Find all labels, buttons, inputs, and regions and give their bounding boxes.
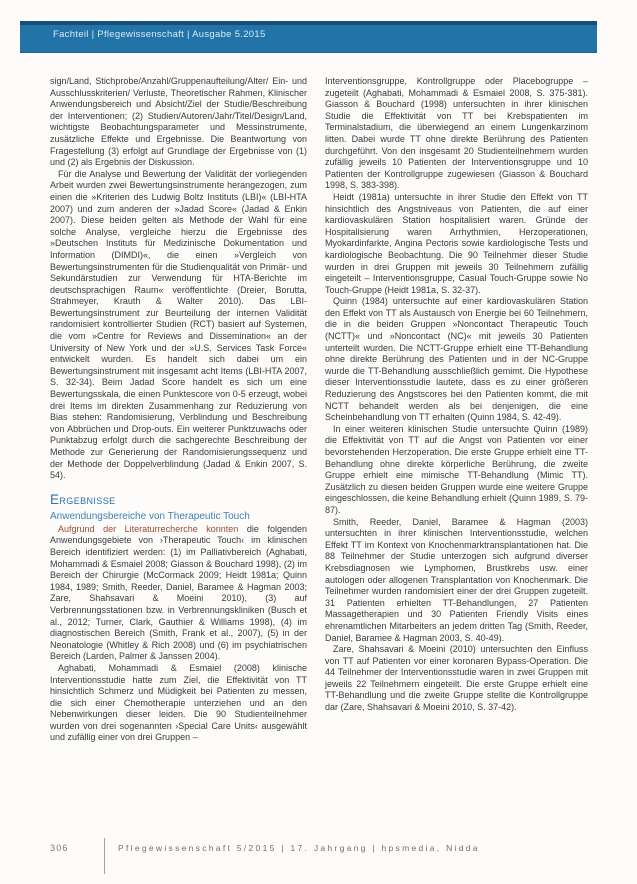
paragraph-analysis-validity: Für die Analyse und Bewertung der Validität der vorliegenden Arbeit wurden zwei Bewertungsinstrumente herangezogen, zum einen die »Kriterien des Ludwig Boltz Instituts (LBI)« (LBI-HTA 2007) und zum anderen der »Jadad Score« (Jadad & Enkin 2007). Diese beiden gelten als Methode der Wahl für eine solche Analyse, vergleiche hierzu die Ergebnisse des »Deutschen Instituts für Medizinische Dokumentation und Information (DIMDI)«, die einen »Vergleich von Bewertungsinstrumenten für die Studienqualität von Primär- und Sekundärstudien zur Verwendung für HTA-Berichte im deutschsprachigen Raum« veröffentlichte (Dreier, Borutta, Strahmeyer, Krauth & Walter 2010). Das LBI-Bewertungsinstrument zur Beurteilung der internen Validität randomisiert kontrollierter Studien (RCT) basiert auf Systemen, die vom »Centre for Reviews and Dissemination« an der University of New York und der »U.S. Services Task Force« entwickelt wurden. Es handelt sich dabei um ein Bewertungsinstrument mit insgesamt acht Items (LBI-HTA 2007, S. 32-34). Beim Jadad Score handelt es sich um eine Bewertungsskala, die einen Punktescore von 0-5 erzeugt, wobei drei Items im direkten Zusammenhang zur Reduzierung von Bias stehen: Randomisierung, Verblindung und Beschreibung von Abbrüchen und Drop-outs. Ein weiterer Punktzuwachs oder Punktabzug erfolgt durch die sachgerechte Beschreibung der Methode zur Generierung der Randomisierungssequenz und der Methode der Doppelverblindung (Jadad & Enkin 2007, S. 54). xyxy=(50,168,307,481)
section-heading-ergebnisse: Ergebnisse xyxy=(50,491,116,507)
page-header-bar xyxy=(20,21,597,53)
paragraph-body-text: die folgenden Anwendungsgebiete von ›Therapeutic Touch‹ im klinischen Bereich identifiziert werden: (1) im Palliativbereich (Aghabati, Mohammadi & Esmaiel 2008; Giasson & Bouchard 1998), (2) im Bereich der Chirurgie (McCormack 2009; Heidt 1981a; Quinn 1984, 1989; Smith, Reeder, Daniel, Baramee & Hagman 2003; Zare, Shahsavari & Moeini 2010), (3) auf Verbrennungsstationen bzw. in Verbrennungskliniken (Busch et al., 2012; Turner, Clark, Gauthier & Williams 1998), (4) im diagnostischen Bereich (Smith, Frank et al., 2007), (5) in der Neonatologie (Whitley & Rich 2008) und (6) im psychiatrischen Bereich (Larden, Palmer & Janssen 2004). xyxy=(50,523,307,662)
right-column xyxy=(325,76,588,744)
paragraph-heidt-study: Heidt (1981a) untersuchte in ihrer Studie den Effekt von TT hinsichtlich des Angstniveaus von Patienten, die auf einer kardiovaskulären Station hospitalisiert waren. Gründe der Hospitalisierung waren Arrhythmien, Herzoperationen, Myokardinfarkte, Angina Pectoris sowie kardiologische Tests und kardiologische Beobachtung. Die 90 Teilnehmer dieser Studie wurden in drei Gruppen mit jeweils 30 Teilnehmern zufällig eingeteilt – Interventionsgruppe, Casual Touch-Gruppe sowie No Touch-Gruppe (Heidt 1981a, S. 32-37). xyxy=(325,191,588,295)
paragraph-quinn-1989-study: In einer weiteren klinischen Studie untersuchte Quinn (1989) die Effektivität von TT auf die Angst von Patienten vor einer bevorstehenden Herzoperation. Die erste Gruppe erhielt eine TT-Behandlung ohne direkte körperliche Berührung, die zweite Gruppe erhielt eine mimische TT-Behandlung (Mimic TT). Zusätzlich zu diesen beiden Gruppen wurde eine weitere Gruppe eingeschlossen, die keine Behandlung erhielt (Quinn 1989, S. 79-87). xyxy=(325,423,588,515)
paragraph-smith-study: Smith, Reeder, Daniel, Baramee & Hagman (2003) untersuchten in ihrer klinischen Interventionsstudie, welchen Effekt TT im Kontext von Knochenmarktransplantationen hat. Die 88 Teilnehmer der Studie unterzogen sich aufgrund diverser Krebsdiagnosen wie Lymphomen, Brustkrebs usw. einer autologen oder allogenen Transplantation von Knochenmark. Die Teilnehmer wurden randomisiert einer der drei Gruppen zugeteilt. 31 Patienten erhielten TT-Behandlungen, 27 Patienten Massagetherapien und 30 Patienten Friendly Visits eines ehrenamtlichen Mitarbeiters an jedem dritten Tag (Smith, Reeder, Daniel, Baramee & Hagman 2003, S. 40-49). xyxy=(325,516,588,643)
footer-journal-info: Pflegewissenschaft 5/2015 | 17. Jahrgang | hpsmedia, Nidda xyxy=(118,843,480,853)
page-number: 306 xyxy=(50,843,69,853)
left-column xyxy=(50,76,307,744)
paragraph-giasson-study: Interventionsgruppe, Kontrollgruppe oder Placebogruppe – zugeteilt (Aghabati, Mohammadi & Esmaiel 2008, S. 375-381). Giasson & Bouchard (1998) untersuchten in ihrer klinischen Studie die Effektivität von TT bei Krebspatienten im Terminalstadium, die überwiegend an einem Lungenkarzinom litten. Dabei wurde TT ohne direkte Berührung des Patienten durchgeführt. Von den insgesamt 20 Studienteilnehmern wurden zufällig jeweils 10 Patienten der Interventionsgruppe und 10 Patienten der Kontrollgruppe zugewiesen (Giasson & Bouchard 1998, S. 383-398). xyxy=(325,76,588,191)
header-label: Fachteil | Pflegewissenschaft | Ausgabe 5.2015 xyxy=(53,29,266,40)
paragraph-anwendungsgebiete xyxy=(50,524,307,663)
footer-divider xyxy=(104,838,105,874)
article-body xyxy=(50,76,588,744)
paragraph-aghabati-study: Aghabati, Mohammadi & Esmaiel (2008) klinische Interventionsstudie hatte zum Ziel, die Effektivität von TT hinsichtlich Schmerz und Müdigkeit bei Patienten zu messen, die sich einer Chemotherapie unterziehen und an den Nebenwirkungen dieser leiden. Die 90 Studienteilnehmer wurden von drei sogenannten ›Special Care Units‹ ausgewählt und zufällig einer von drei Gruppen – xyxy=(50,662,307,743)
paragraph-lead-in: Aufgrund der Literaturrecherche konnten xyxy=(58,523,239,534)
paragraph-zare-study: Zare, Shahsavari & Moeini (2010) untersuchten den Einfluss von TT auf Patienten vor einer koronaren Bypass-Operation. Die 44 Teilnehmer der Interventionsstudie waren in zwei Gruppen mit jeweils 22 Teilnehmern eingeteilt. Die erste Gruppe erhielt eine TT-Behandlung und die zweite Gruppe stellte die Kontrollgruppe dar (Zare, Shahsavari & Moeini 2010, S. 37-42). xyxy=(325,644,588,713)
paragraph-methods-continuation: sign/Land, Stichprobe/Anzahl/Gruppenaufteilung/Alter/ Ein- und Ausschlusskriterien/ Verluste, Theoretischer Rahmen, Klinischer Anwendungsbereich und Absicht/Ziel der Studie/Beschreibung der Interventionen; (2) Studien/Autoren/Jahr/Titel/Design/Land, wichtigste Beobachtungsparameter und Messinstrumente, zusätzliche Effekte und Ergebnisse. Die Beantwortung von Fragestellung (3) erfolgt auf Grundlage der Ergebnisse von (1) und (2) als Ergebnis der Diskussion. xyxy=(50,76,307,168)
subsection-heading-anwendungsbereiche: Anwendungsbereiche von Therapeutic Touch xyxy=(50,510,250,522)
paragraph-quinn-1984-study: Quinn (1984) untersuchte auf einer kardiovaskulären Station den Effekt von TT als Austausch von Energie bei 60 Teilnehmern, die in die beiden Gruppen »Noncontact Therapeutic Touch (NCTT)« und »Noncontact (NC)« mit jeweils 30 Patienten unterteilt wurden. Die NCTT-Gruppe erhielt eine TT-Behandlung ohne direkte Berührung des Patienten und in der NC-Gruppe wurde die TT-Behandlung ausschließlich gemimt. Die Hypothese dieser Interventionsstudie lautete, dass es zu einer größeren Reduzierung des Angstscores bei den Patienten kommt, die mit NCTT behandelt werden als bei denjenigen, die eine Scheinbehandlung von TT erhalten (Quinn 1984, S. 42-49). xyxy=(325,296,588,423)
